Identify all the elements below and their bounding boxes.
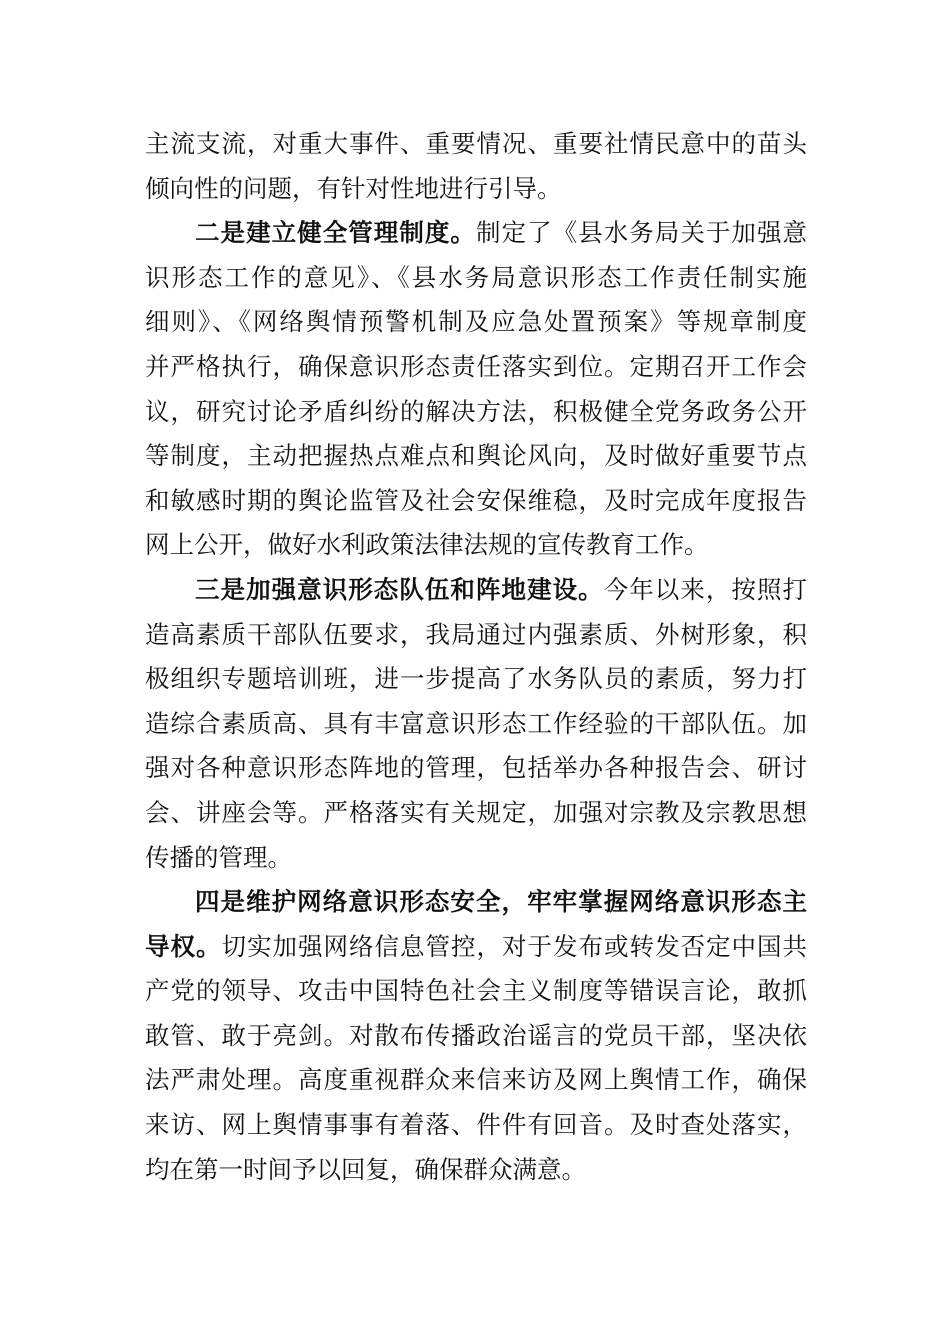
line-text: 切实加强网络信息管控，对于发布或转发否定中国共	[221, 931, 807, 961]
paragraph	[145, 211, 807, 568]
line-text: 均在第一时间予以回复，确保群众满意。	[145, 1154, 586, 1184]
paragraph	[145, 568, 807, 880]
text-line	[145, 1014, 807, 1059]
line-text: 造高素质干部队伍要求，我局通过内强素质、外树形象，积	[145, 619, 807, 649]
text-line	[145, 1148, 807, 1193]
line-text: 来访、网上舆情事事有着落、件件有回音。及时查处落实，	[145, 1110, 807, 1140]
text-line	[145, 657, 807, 702]
line-text: 今年以来，按照打	[603, 574, 808, 604]
line-text: 造综合素质高、具有丰富意识形态工作经验的干部队伍。加	[145, 708, 807, 738]
line-text: 传播的管理。	[145, 842, 292, 872]
text-line	[145, 880, 807, 925]
text-line	[145, 568, 807, 613]
text-line	[145, 791, 807, 836]
line-text: 法严肃处理。高度重视群众来信来访及网上舆情工作，确保	[145, 1065, 807, 1095]
text-line	[145, 969, 807, 1014]
document-body	[145, 122, 807, 1192]
paragraph-heading: 导权。	[145, 931, 222, 961]
text-line	[145, 702, 807, 747]
text-line	[145, 122, 807, 167]
line-text: 极组织专题培训班，进一步提高了水务队员的素质，努力打	[145, 664, 807, 694]
paragraph	[145, 880, 807, 1192]
text-line	[145, 300, 807, 345]
text-line	[145, 256, 807, 301]
paragraph-heading: 四是维护网络意识形态安全，牢牢掌握网络意识形态主	[195, 887, 807, 917]
line-text: 议，研究讨论矛盾纠纷的解决方法，积极健全党务政务公开	[145, 396, 807, 426]
paragraph-heading: 三是加强意识形态队伍和阵地建设。	[195, 574, 604, 604]
line-text: 细则》、《网络舆情预警机制及应急处置预案》等规章制度	[145, 307, 807, 337]
line-text: 产党的领导、攻击中国特色社会主义制度等错误言论，敢抓	[145, 976, 807, 1006]
line-text: 识形态工作的意见》、《县水务局意识形态工作责任制实施	[145, 262, 807, 292]
text-line	[145, 836, 807, 881]
text-line	[145, 523, 807, 568]
text-line	[145, 746, 807, 791]
line-text: 并严格执行，确保意识形态责任落实到位。定期召开工作会	[145, 351, 807, 381]
text-line	[145, 479, 807, 524]
text-line	[145, 211, 807, 256]
text-line	[145, 390, 807, 435]
text-line	[145, 925, 807, 970]
line-text: 和敏感时期的舆论监管及社会安保维稳，及时完成年度报告	[145, 485, 807, 515]
text-line	[145, 1058, 807, 1103]
text-line	[145, 345, 807, 390]
text-line	[145, 613, 807, 658]
paragraph-heading: 二是建立健全管理制度。	[195, 218, 476, 248]
line-text: 网上公开，做好水利政策法律法规的宣传教育工作。	[145, 530, 709, 560]
text-line	[145, 434, 807, 479]
line-text: 主流支流，对重大事件、重要情况、重要社情民意中的苗头	[145, 129, 807, 158]
line-text: 敢管、敢于亮剑。对散布传播政治谣言的党员干部，坚决依	[145, 1020, 807, 1050]
paragraph	[145, 122, 807, 211]
line-text: 倾向性的问题，有针对性地进行引导。	[145, 173, 562, 203]
line-text: 强对各种意识形态阵地的管理，包括举办各种报告会、研讨	[145, 753, 807, 783]
line-text: 会、讲座会等。严格落实有关规定，加强对宗教及宗教思想	[145, 797, 807, 827]
text-line	[145, 1103, 807, 1148]
text-line	[145, 167, 807, 212]
line-text: 等制度，主动把握热点难点和舆论风向，及时做好重要节点	[145, 441, 807, 471]
line-text: 制定了《县水务局关于加强意	[475, 218, 808, 248]
